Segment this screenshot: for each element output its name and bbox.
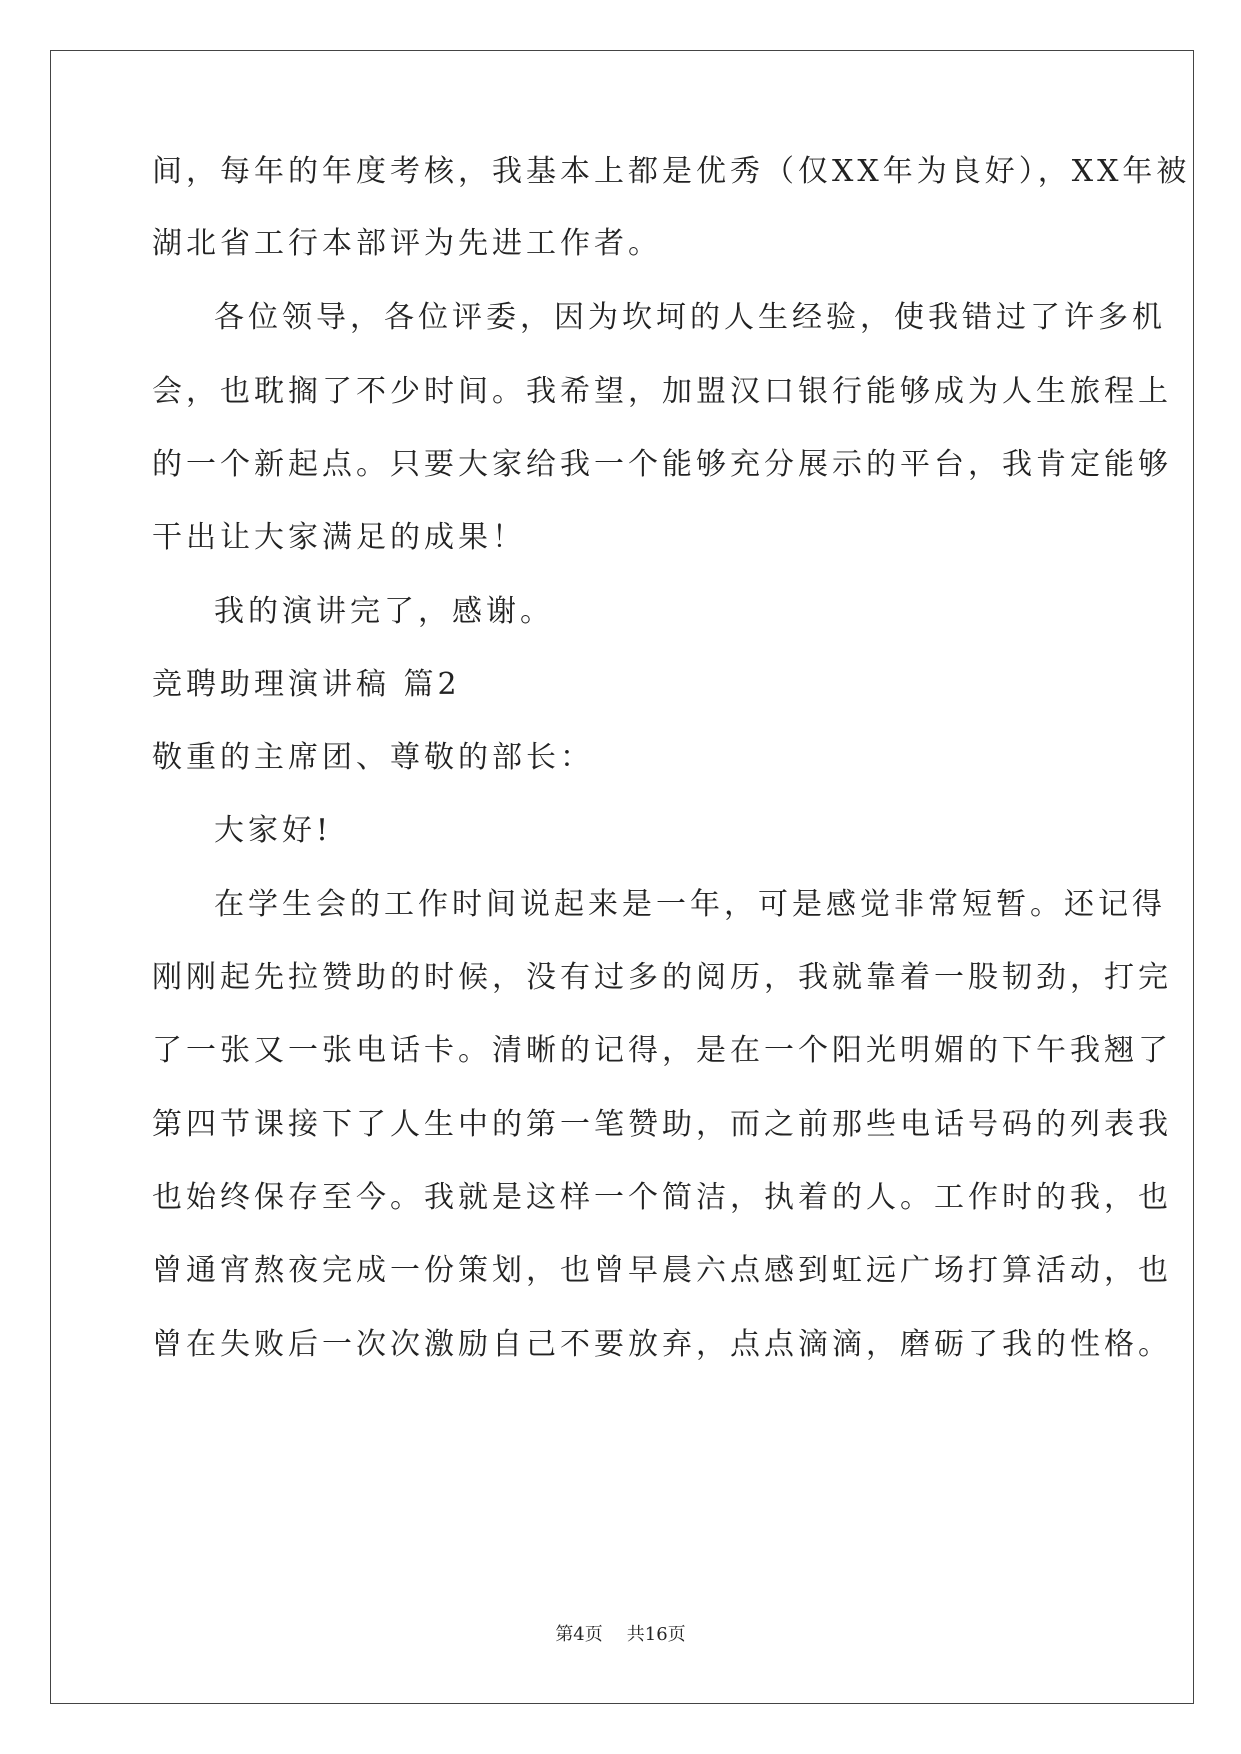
paragraph-line: 的一个新起点。只要大家给我一个能够充分展示的平台，我肯定能够 — [152, 447, 1172, 482]
paragraph-line: 曾通宵熬夜完成一份策划，也曾早晨六点感到虹远广场打算活动，也 — [152, 1253, 1172, 1288]
paragraph-line: 各位领导，各位评委，因为坎坷的人生经验，使我错过了许多机 — [214, 300, 1166, 335]
paragraph-line: 曾在失败后一次次激励自己不要放弃，点点滴滴，磨砺了我的性格。 — [152, 1327, 1172, 1362]
paragraph-line: 刚刚起先拉赞助的时候，没有过多的阅历，我就靠着一股韧劲，打完 — [152, 960, 1172, 995]
section-heading: 竞聘助理演讲稿 篇2 — [152, 667, 461, 702]
page-number-current: 第4页 — [555, 1624, 603, 1645]
paragraph-line: 湖北省工行本部评为先进工作者。 — [152, 226, 662, 261]
salutation: 敬重的主席团、尊敬的部长： — [152, 740, 594, 775]
greeting: 大家好! — [214, 813, 333, 848]
paragraph-line: 会，也耽搁了不少时间。我希望，加盟汉口银行能够成为人生旅程上 — [152, 374, 1172, 409]
paragraph-line: 在学生会的工作时间说起来是一年，可是感觉非常短暂。还记得 — [214, 887, 1166, 922]
page-footer — [0, 1620, 1241, 1646]
page-number-total: 共16页 — [626, 1624, 686, 1645]
paragraph-line: 也始终保存至今。我就是这样一个简洁，执着的人。工作时的我，也 — [152, 1180, 1172, 1215]
paragraph-line: 了一张又一张电话卡。清晰的记得，是在一个阳光明媚的下午我翘了 — [152, 1033, 1172, 1068]
paragraph-line: 第四节课接下了人生中的第一笔赞助，而之前那些电话号码的列表我 — [152, 1107, 1172, 1142]
paragraph-line: 我的演讲完了，感谢。 — [214, 594, 554, 629]
page-border — [50, 50, 1194, 1704]
paragraph-line: 干出让大家满足的成果！ — [152, 520, 526, 555]
paragraph-line: 间，每年的年度考核，我基本上都是优秀（仅XX年为良好），XX年被 — [152, 154, 1191, 189]
